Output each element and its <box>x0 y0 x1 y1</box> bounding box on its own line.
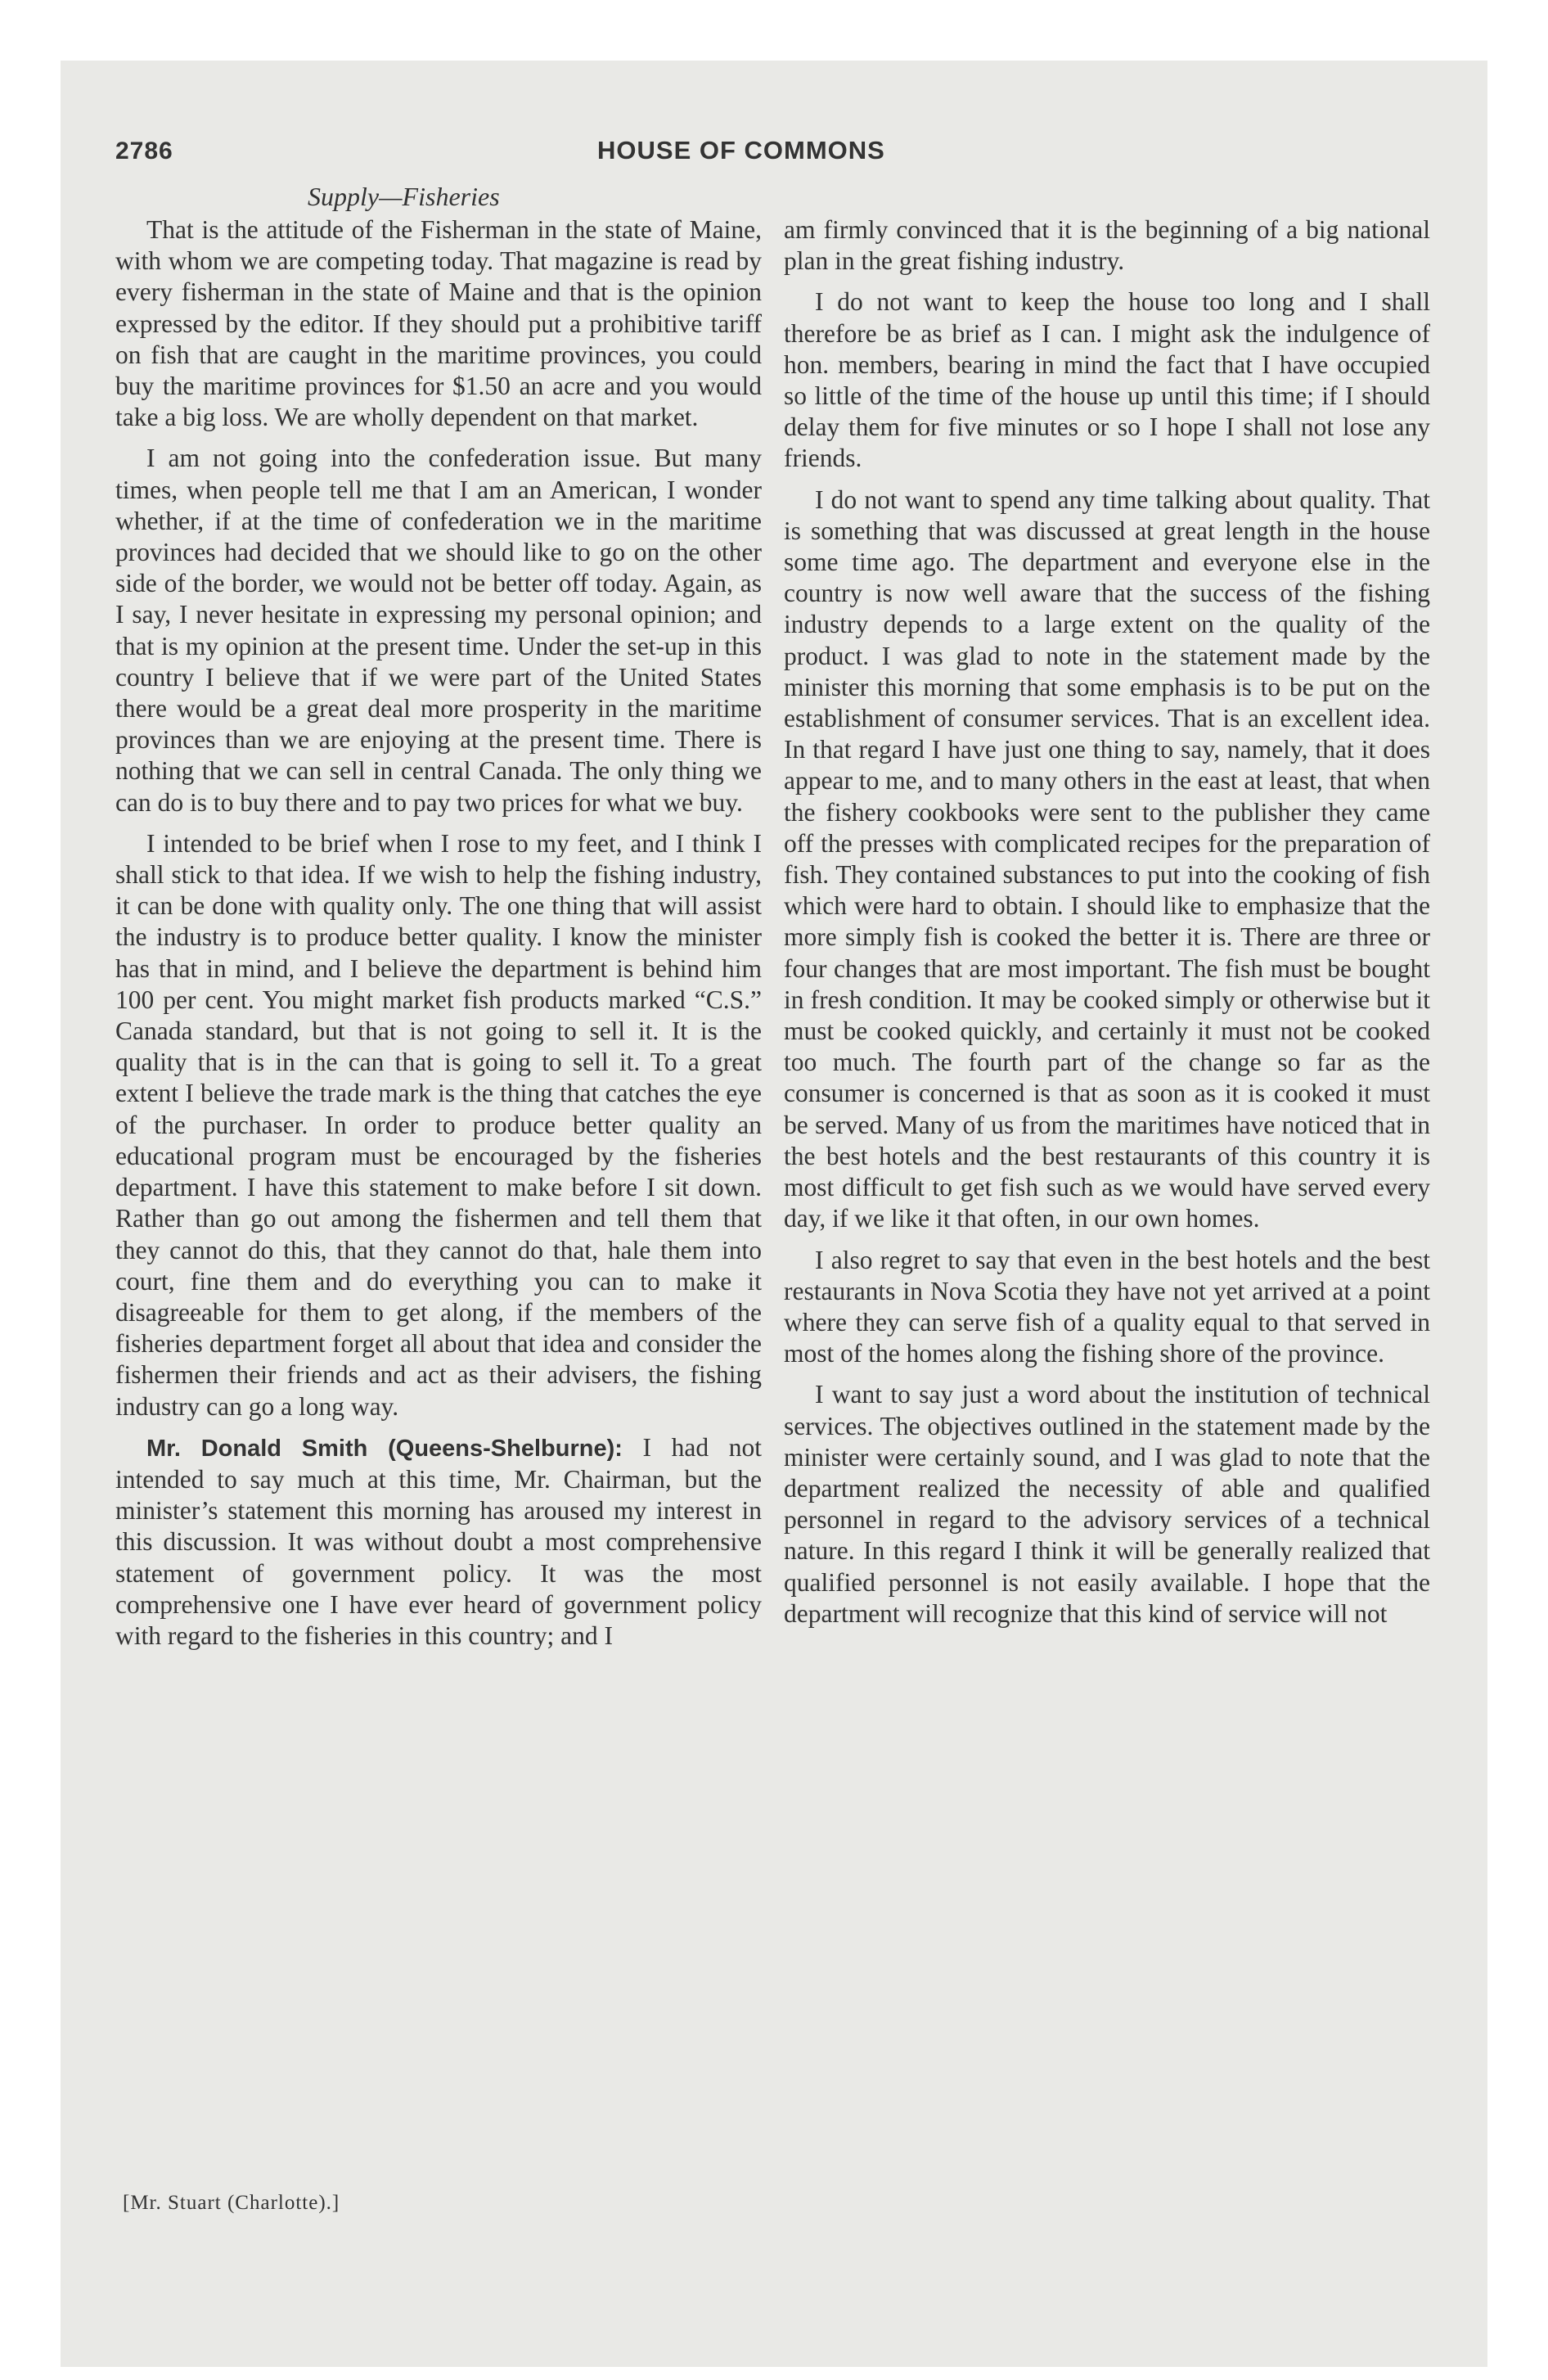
speech-text: I had not intended to say much at this time, Mr. Chairman, but the minister’s statement this morning has aroused my interest in this discussion. It was without doubt a most comprehensive statement of government policy. It was the most comprehensive one I have ever heard of government policy with regard to the fisheries in this country; and I <box>115 1432 762 1650</box>
paragraph: I am not going into the confederation issue. But many times, when people tell me that I am an American, I wonder whether, if at the time of confederation we in the maritime provinces had decided that we should like to go on the other side of the border, we would not be better off today. Again, as I say, I never hesitate in expressing my personal opinion; and that is my opinion at the present time. Under the set-up in this country I believe that if we were part of the United States there would be a great deal more prosperity in the maritime provinces than we are enjoying at the present time. There is nothing that we can sell in central Canada. The only thing we can do is to buy there and to pay two prices for what we buy. <box>115 444 762 817</box>
page-number: 2786 <box>115 137 173 165</box>
paragraph: I also regret to say that even in the best hotels and the best restaurants in Nova Scotia they have not yet arrived at a point where they can serve fish of a quality equal to that served in most of the homes along the fishing shore of the province. <box>784 1245 1430 1368</box>
paragraph: am firmly convinced that it is the beginning of a big national plan in the great fishing industry. <box>784 215 1430 276</box>
footnote: [Mr. Stuart (Charlotte).] <box>123 2192 340 2214</box>
running-head: HOUSE OF COMMONS <box>597 136 885 165</box>
paragraph: I do not want to spend any time talking about quality. That is something that was discussed at great length in the house some time ago. The department and everyone else in the country is now well aware that the success of the fishing industry depends to a large extent on the quality of the product. I was glad to note in the statement made by the minister this morning that some emphasis is to be put on the establishment of consumer services. That is an excellent idea. In that regard I have just one thing to say, namely, that it does appear to me, and to many others in the east at least, that when the fishery cookbooks were sent to the publisher they came off the presses with complicated recipes for the preparation of fish. They contained substances to put into the cooking of fish which were hard to obtain. I should like to emphasize that the more simply fish is cooked the better it is. There are three or four changes that are most important. The fish must be bought in fresh condition. It may be cooked simply or otherwise but it must be cooked quickly, and certainly it must not be cooked too much. The fourth part of the change so far as the consumer is concerned is that as soon as it is cooked it must be served. Many of us from the maritimes have noticed that in the best hotels and the best restaurants of this country it is most difficult to get fish such as we would have served every day, if we like it that often, in our own homes. <box>784 485 1430 1233</box>
paragraph: I want to say just a word about the institution of technical services. The objectives outlined in the statement made by the minister were certainly sound, and I was glad to note that the department realized the necessity of able and qualified personnel in regard to the advisory services of a technical nature. In this regard I think it will be generally realized that qualified personnel is not easily available. I hope that the department will recognize that this kind of service will not <box>784 1380 1430 1628</box>
section-heading: Supply—Fisheries <box>308 182 500 211</box>
paragraph: That is the attitude of the Fisherman in the state of Maine, with whom we are competing today. That magazine is read by every fisherman in the state of Maine and that is the opinion expressed by the editor. If they should put a prohibitive tariff on fish that are caught in the maritime provinces, you could buy the maritime provinces for $1.50 an acre and you would take a big loss. We are wholly dependent on that market. <box>115 215 762 432</box>
left-column <box>115 214 762 1661</box>
right-column <box>784 214 1430 1639</box>
speaker-name: Mr. Donald Smith (Queens-Shelburne): <box>146 1435 623 1462</box>
paragraph: I do not want to keep the house too long and I shall therefore be as brief as I can. I might ask the indulgence of hon. members, bearing in mind the fact that I have occupied so little of the time of the house up until this time; if I should delay them for five minutes or so I hope I shall not lose any friends. <box>784 287 1430 473</box>
paragraph-speech <box>115 1432 762 1652</box>
paragraph: I intended to be brief when I rose to my feet, and I think I shall stick to that idea. If we wish to help the fishing industry, it can be done with quality only. The one thing that will assist the industry is to produce better quality. I know the minister has that in mind, and I believe the department is behind him 100 per cent. You might market fish products marked “C.S.” Canada standard, but that is not going to sell it. It is the quality that is in the can that is going to sell it. To a great extent I believe the trade mark is the thing that catches the eye of the purchaser. In order to produce better quality an educational program must be encouraged by the fisheries department. I have this statement to make before I sit down. Rather than go out among the fishermen and tell them that they cannot do this, that they cannot do that, hale them into court, fine them and do everything you can to make it disagreeable for them to get along, if the members of the fisheries department forget all about that idea and consider the fishermen their friends and act as their advisers, the fishing industry can go a long way. <box>115 828 762 1421</box>
